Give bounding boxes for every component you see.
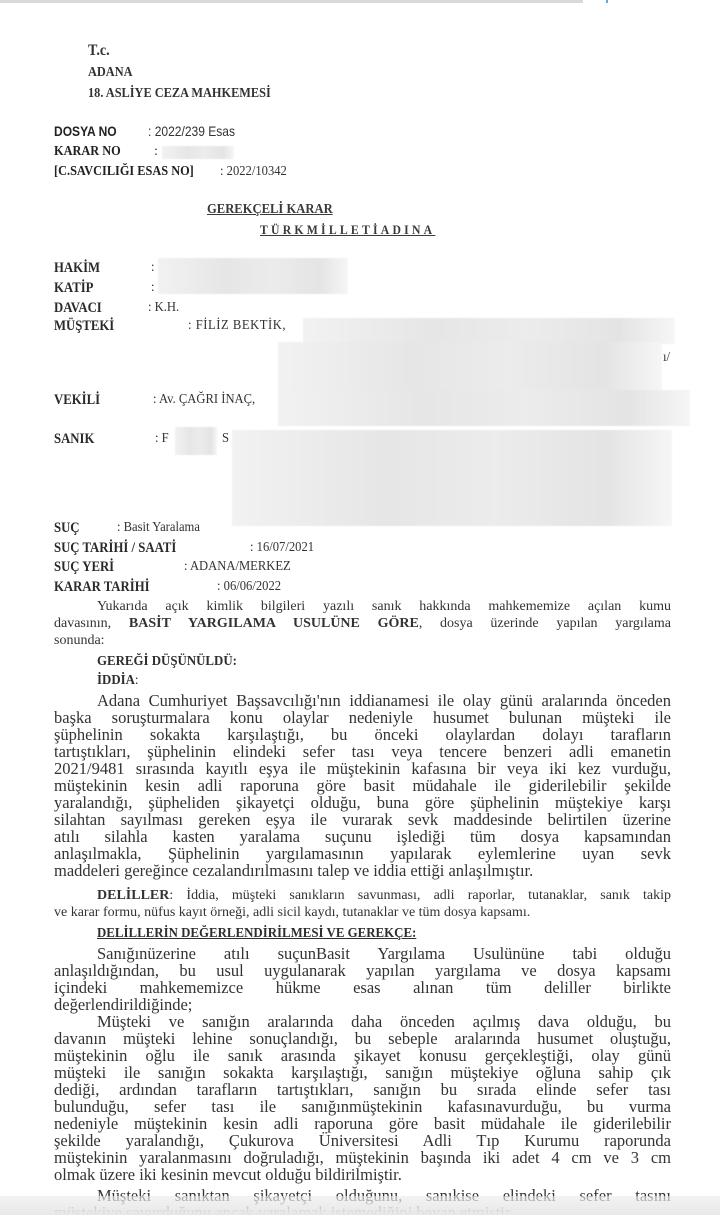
karar-tarihi-value: : 06/06/2022 bbox=[217, 579, 282, 594]
savcilik-esas-label: [C.SAVCILIĞI ESAS NO] bbox=[54, 164, 194, 179]
musteki-para-line: şekilde yaralandığı, Çukurova Üniversitesi Adli Tıp Kurumu raporunda bbox=[54, 1131, 671, 1150]
iddia-label: İDDİA bbox=[97, 673, 135, 688]
deliller-paragraph bbox=[54, 887, 671, 921]
degerlendirme-heading: DELİLLERİN DEĞERLENDİRİLMESİ VE GEREKÇE: bbox=[97, 926, 417, 941]
intro-line-1: Yukarıda açık kimlik bilgileri yazılı sanık hakkında mahkememize açılan kumu bbox=[97, 599, 671, 614]
musteki-label: MÜŞTEKİ bbox=[54, 318, 115, 334]
suc-value: : Basit Yaralama bbox=[117, 520, 200, 535]
musteki-para-line: müştekinin oğlu ile sanık arasında şikayet konusu gerçekleştiği, olay günü bbox=[54, 1046, 671, 1065]
sanik-value-mid: S bbox=[222, 431, 230, 446]
bottom-shadow bbox=[0, 1196, 720, 1215]
iddia-line: anlaşılmakla, Şüphelinin yargılamasının yapılarak eylemlerine uyan sevk bbox=[54, 844, 671, 863]
intro-line-2 bbox=[54, 615, 671, 632]
musteki-para-line: davanın müşteki lehine sonuçlandığı, bu sebeple aralarında husumet oluştuğu, bbox=[54, 1029, 671, 1048]
nation-title: TÜRKMİLLETİADINA bbox=[260, 222, 436, 237]
vekili-label: VEKİLİ bbox=[54, 392, 101, 408]
header-city: ADANA bbox=[88, 65, 133, 80]
redacted-karar-no bbox=[162, 146, 234, 159]
degerlendirme-paragraph bbox=[54, 945, 671, 1013]
karar-no-value: : bbox=[154, 144, 158, 159]
redacted-hakim-katip bbox=[158, 258, 348, 294]
iddia-line: atılı silahla kasten yaralama suçunu işlediği tüm dosya kapsamından bbox=[54, 827, 671, 846]
redacted-sanik-details bbox=[232, 430, 672, 526]
degerlendirme-line: Sanığınüzerine atılı suçunBasit Yargılama Usulününe tabi olduğu bbox=[97, 944, 671, 963]
deliller-label: DELİLLER bbox=[97, 888, 170, 903]
scroll-marker bbox=[606, 0, 608, 3]
katip-value: : bbox=[151, 280, 155, 295]
hakim-value: : bbox=[151, 260, 155, 275]
suc-tarihi-label: SUÇ TARİHİ / SAATİ bbox=[54, 540, 177, 556]
iddia-colon: : bbox=[134, 673, 139, 688]
suc-yeri-label: SUÇ YERİ bbox=[54, 559, 115, 575]
decision-title: GEREKÇELİ KARAR bbox=[207, 202, 333, 217]
hakim-label: HAKİM bbox=[54, 260, 101, 276]
karar-no-label: KARAR NO bbox=[54, 144, 121, 159]
degerlendirme-line: içindeki mahkememizce hükme esas alınan tüm deliller birlikte bbox=[54, 978, 671, 997]
savcilik-esas-value: : 2022/10342 bbox=[220, 164, 287, 179]
geregi-dusunuldu-heading: GEREĞİ DÜŞÜNÜLDÜ: bbox=[97, 654, 237, 669]
sanik-value-start: : F bbox=[155, 431, 169, 446]
redacted-sanik-name bbox=[175, 427, 217, 455]
degerlendirme-line: değerlendirildiğinde; bbox=[54, 995, 193, 1014]
intro-text-a: davasının, bbox=[54, 616, 129, 631]
intro-bold-procedure: BASİT YARGILAMA USULÜNE GÖRE bbox=[128, 616, 419, 631]
header-country: T.c. bbox=[88, 42, 110, 59]
dosya-no-label: DOSYA NO bbox=[54, 123, 117, 139]
vekili-value: : Av. ÇAĞRI İNAÇ, bbox=[153, 392, 256, 407]
musteki-para-line: müşteki ile sanığın sokakta karşılaştığı, sanığın müştekiye oğluna sahip çık bbox=[54, 1063, 671, 1082]
iddia-line: silahtan sayılması gereken eşya ile vurarak sevk maddesinde belirtilen üzerine bbox=[54, 810, 671, 829]
iddia-line: yaralandığı, şüpheliden şikayetçi olduğu, buna göre şüphelinin müştekiye karşı bbox=[54, 793, 671, 812]
musteki-trailing-text: ı/ bbox=[663, 350, 671, 365]
suc-yeri-value: : ADANA/MERKEZ bbox=[184, 559, 291, 574]
intro-line-3: sonunda: bbox=[54, 633, 105, 648]
musteki-statement-paragraph bbox=[54, 1013, 671, 1183]
musteki-para-line: nedeniyle müştekinin kesin adli raporuna göre basit müdahale ile giderilebilir bbox=[54, 1114, 671, 1133]
header-court: 18. ASLİYE CEZA MAHKEMESİ bbox=[88, 86, 271, 101]
deliller-line-1 bbox=[54, 887, 671, 904]
davaci-label: DAVACI bbox=[54, 300, 102, 316]
deliller-line-2: ve karar formu, nüfus kayıt örneği, adli sicil kaydı, tutanaklar ve tüm dosya kapsamı. bbox=[54, 905, 531, 920]
intro-text-c: , dosya üzerinde yapılan yargılama bbox=[418, 616, 672, 631]
suc-label: SUÇ bbox=[54, 520, 80, 536]
musteki-para-line: müştekinin yaralanmasını doğruladığı, müştekinin başında iki adet 4 cm ve 3 cm bbox=[54, 1148, 671, 1167]
iddia-heading bbox=[97, 673, 139, 689]
iddia-line: müştekinin kesin adli raporuna göre basit müdahale ile giderilebilir şekilde bbox=[54, 776, 671, 795]
redacted-musteki-address-1 bbox=[303, 318, 675, 344]
iddia-line: başka soruşturmalara konu olaylar nedeniyle husumet bulunan müşteki ile bbox=[54, 708, 671, 727]
redacted-vekili-address bbox=[278, 390, 690, 426]
top-scrollbar[interactable] bbox=[0, 0, 583, 3]
iddia-line: Adana Cumhuriyet Başsavcılığı'nın iddianamesi ile olay günü aralarında önceden bbox=[97, 691, 671, 710]
iddia-line: tartıştıkları, şüphelinin elindeki sefer tası veya tencere benzeri adli emanetin bbox=[54, 742, 671, 761]
iddia-line: 2021/9481 sırasında kayıtlı eşya ile müştekinin kafasına bir veya iki kez vurduğu, bbox=[54, 759, 671, 778]
musteki-para-line: bulunduğu, sefer tası ile sanığınmüştekinin kafasınavurduğu, bu vurma bbox=[54, 1097, 671, 1116]
musteki-para-line: Müşteki ve sanığın aralarında daha önceden açılmış dava olduğu, bu bbox=[97, 1012, 671, 1031]
suc-tarihi-value: : 16/07/2021 bbox=[250, 540, 315, 555]
iddia-line: şüphelinin sokakta karşılaştığı, bu önceki olaylardan dolayı tarafların bbox=[54, 725, 671, 744]
sanik-label: SANIK bbox=[54, 431, 95, 447]
karar-tarihi-label: KARAR TARİHİ bbox=[54, 579, 150, 595]
musteki-value: : FİLİZ BEKTİK, bbox=[188, 318, 287, 333]
intro-paragraph bbox=[54, 598, 671, 649]
degerlendirme-line: anlaşıldığından, bu usul uygulanarak yapılan yargılama ve dosya kapsamı bbox=[54, 961, 671, 980]
musteki-para-line: dediği, ardından tarafların tartıştıkları, sanığın bu sırada elinde sefer tası bbox=[54, 1080, 671, 1099]
davaci-value: : K.H. bbox=[148, 300, 180, 315]
iddia-paragraph bbox=[54, 692, 671, 879]
iddia-line: maddeleri gereğince cezalandırılmasını talep ve iddia ettiği anlaşılmıştır. bbox=[54, 861, 534, 880]
redacted-musteki-address-2 bbox=[278, 342, 662, 392]
dosya-no-value: : 2022/239 Esas bbox=[148, 123, 236, 139]
katip-label: KATİP bbox=[54, 280, 94, 296]
musteki-para-line: olmak üzere iki kesinin mevcut olduğu bildirilmiştir. bbox=[54, 1165, 402, 1184]
deliller-text-1: : İddia, müşteki sanıkların savunması, adli raporlar, tutanaklar, sanık takip bbox=[169, 888, 671, 903]
